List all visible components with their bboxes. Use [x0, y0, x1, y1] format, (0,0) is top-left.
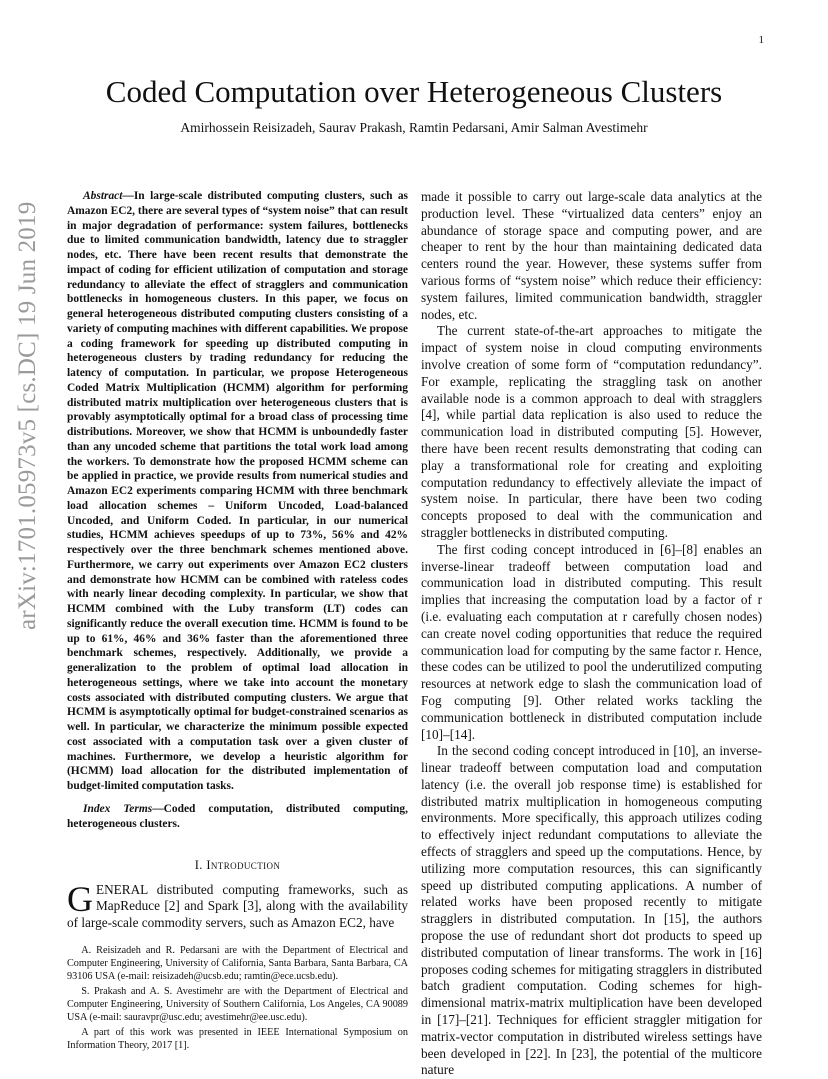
drop-cap: G	[67, 878, 93, 919]
abstract	[67, 189, 408, 794]
section-title: Introduction	[206, 858, 281, 873]
arxiv-identifier-stamp[interactable]: arXiv:1701.05973v5 [cs.DC] 19 Jun 2019	[14, 201, 41, 630]
index-terms-label: Index Terms	[83, 802, 153, 815]
footnote: A. Reisizadeh and R. Pedarsani are with the Department of Electrical and Computer Engineering, University of California, Santa Barbara, Santa Barbara, CA 93106 USA (e-mail: reisizadeh@ucsb.edu; ramtin@ece.ucsb.edu).	[67, 945, 408, 983]
abstract-label: Abstract	[83, 190, 123, 202]
footnote: A part of this work was presented in IEEE International Symposium on Information Theory, 2017 [1].	[67, 1027, 408, 1052]
index-terms-text: —Coded computation, distributed computing, heterogeneous clusters.	[67, 802, 408, 830]
section-heading	[67, 857, 408, 873]
intro-text: ENERAL distributed computing frameworks, such as MapReduce [2] and Spark [3], along with the availability of large-scale commodity servers, such as Amazon EC2, have	[67, 881, 408, 931]
body-paragraph: The first coding concept introduced in [6]–[8] enables an inverse-linear tradeoff between computation load and communication load in distributed computing. This result implies that increasing the computation load by a factor of r (i.e. evaluating each computation at r carefully chosen nodes) can create novel coding opportunities that reduce the required communication load for computing by the same factor r. Hence, these codes can be utilized to pool the underutilized computing resources at network edge to slash the communication load of Fog computing [9]. Other related works tackling the communication bottleneck in distributed computation include [10]–[14].	[421, 541, 762, 742]
abstract-text: —In large-scale distributed computing clusters, such as Amazon EC2, there are several types of “system noise” that can result in major degradation of performance: system failures, bottlenecks due to limited communication bandwidth, latency due to straggler nodes, etc. There have been recent results that demonstrate the impact of coding for efficient utilization of computation and storage redundancy to alleviate the effect of stragglers and communication bottlenecks in homogeneous clusters. In this paper, we focus on general heterogeneous distributed computing clusters consisting of a variety of computing machines with different capabilities. We propose a coding framework for speeding up distributed computing in heterogeneous clusters by trading redundancy for reducing the latency of computation. In particular, we propose Heterogeneous Coded Matrix Multiplication (HCMM) algorithm for performing distributed matrix multiplication over heterogeneous clusters that is provably asymptotically optimal for a broad class of processing time distributions. Moreover, we show that HCMM is unboundedly faster than any uncoded scheme that partitions the total work load among the workers. To demonstrate how the proposed HCMM scheme can be applied in practice, we provide results from numerical studies and Amazon EC2 experiments comparing HCMM with three benchmark load allocation schemes – Uniform Uncoded, Load-balanced Uncoded, and Uniform Coded. In particular, in our numerical studies, HCMM achieves speedups of up to 73%, 56% and 42% respectively over the three benchmark schemes mentioned above. Furthermore, we carry out experiments over Amazon EC2 clusters and demonstrate how HCMM can be combined with rateless codes with nearly linear decoding complexity. In particular, we show that HCMM combined with the Luby transform (LT) codes can significantly reduce the overall execution time. HCMM is found to be up to 61%, 46% and 36% faster than the aforementioned three benchmark schemes, respectively. Additionally, we provide a generalization to the problem of optimal load allocation in heterogeneous settings, where we take into account the monetary costs associated with distributed computing clusters. We argue that HCMM is asymptotically optimal for budget-constrained scenarios as well. In particular, we characterize the minimum possible expected cost associated with a computation task over a given cluster of machines. Furthermore, we develop a heuristic algorithm for (HCMM) load allocation for the distributed implementation of budget-limited computation tasks.	[67, 190, 408, 792]
intro-paragraph	[67, 878, 408, 932]
footnotes	[67, 944, 408, 1052]
right-column	[421, 189, 762, 1079]
section-number: I.	[194, 858, 203, 873]
author-list: Amirhossein Reisizadeh, Saurav Prakash, Ramtin Pedarsani, Amir Salman Avestimehr	[180, 120, 648, 135]
body-paragraph: made it possible to carry out large-scale data analytics at the production level. These “virtualized data centers” enjoy an abundance of storage space and computing power, and are cheaper to rent by the hour than maintaining dedicated data centers round the year. However, these systems suffer from various forms of “system noise” which reduce their efficiency: system failures, limited communication bandwidth, straggler nodes, etc.	[421, 189, 762, 322]
body-paragraph: The current state-of-the-art approaches to mitigate the impact of system noise in cloud computing environments involve creation of some form of “computation redundancy”. For example, replicating the straggling task on another available node is a common approach to deal with stragglers [4], while partial data replication is also used to reduce the communication load in distributed computing [5]. However, there have been recent results demonstrating that coding can play a transformational role for creating and exploiting computation redundancy to effectively alleviate the impact of system noise. In particular, there have been two coding concepts proposed to deal with the communication and straggler bottlenecks in distributed computing.	[421, 323, 762, 540]
paper-title: Coded Computation over Heterogeneous Clusters	[105, 74, 723, 109]
left-column	[67, 189, 408, 1054]
body-paragraph: In the second coding concept introduced in [10], an inverse-linear tradeoff between computation load and computation latency (i.e. the overall job response time) is established for distributed matrix multiplication in homogeneous computing environments. More specifically, this approach utilizes coding to effectively inject redundant computations to alleviate the effects of stragglers and speed up the computations. Hence, by utilizing more computation resources, this can significantly speed up distributed computing applications. A number of related works have been proposed recently to mitigate stragglers in distributed computation. In [15], the authors propose the use of redundant short dot products to speed up distributed computation of linear transforms. The work in [16] proposes coding schemes for mitigating stragglers in distributed batch gradient computation. Coding schemes for high-dimensional matrix-matrix multiplication have been developed in [17]–[21]. Techniques for efficient straggler mitigation for matrix-vector computation in distributed wireless settings have been developed in [22]. In [23], the potential of the multicore nature	[421, 743, 762, 1078]
footnote: S. Prakash and A. S. Avestimehr are with the Department of Electrical and Computer Engineering, University of Southern California, Los Angeles, CA 90089 USA (e-mail: sauravpr@usc.edu; avestimehr@ee.usc.edu).	[67, 986, 408, 1024]
page-number: 1	[758, 34, 764, 46]
index-terms	[67, 802, 408, 832]
